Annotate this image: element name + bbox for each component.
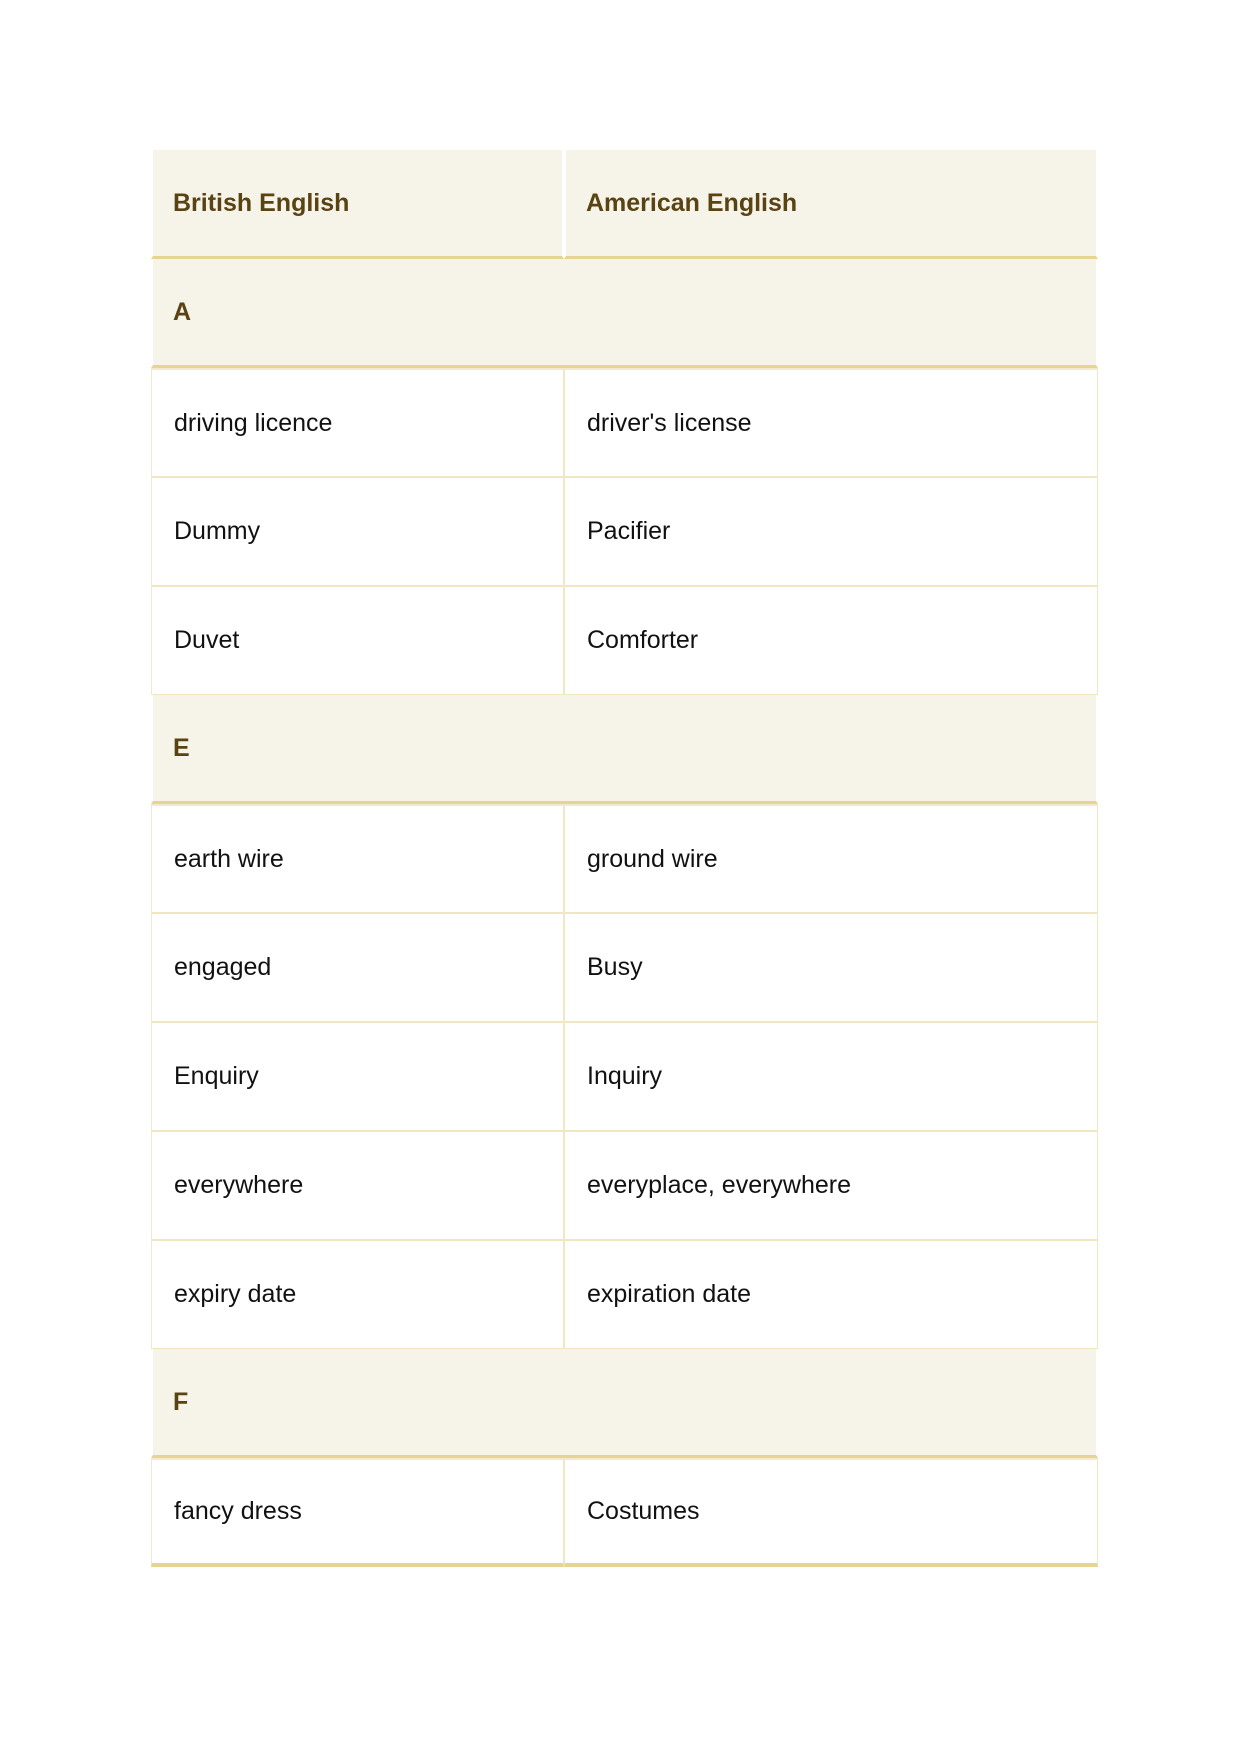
table-row — [151, 586, 1098, 695]
section-letter: A — [151, 259, 1098, 368]
table-header-row — [151, 150, 1098, 259]
american-term: Comforter — [564, 586, 1098, 695]
vocabulary-table — [151, 150, 1098, 1567]
british-term: Dummy — [151, 477, 564, 586]
american-term: Inquiry — [564, 1022, 1098, 1131]
table-row — [151, 1131, 1098, 1240]
american-term: Pacifier — [564, 477, 1098, 586]
section-row-e — [151, 695, 1098, 804]
british-term: driving licence — [151, 368, 564, 477]
section-letter: F — [151, 1349, 1098, 1458]
table-row — [151, 477, 1098, 586]
british-term: Enquiry — [151, 1022, 564, 1131]
british-term: engaged — [151, 913, 564, 1022]
table-row — [151, 913, 1098, 1022]
table-row — [151, 1458, 1098, 1567]
american-term: ground wire — [564, 804, 1098, 913]
header-american-english: American English — [564, 150, 1098, 259]
british-term: fancy dress — [151, 1458, 564, 1567]
header-british-english: British English — [151, 150, 564, 259]
british-term: Duvet — [151, 586, 564, 695]
british-term: expiry date — [151, 1240, 564, 1349]
british-term: earth wire — [151, 804, 564, 913]
section-row-a — [151, 259, 1098, 368]
section-row-f — [151, 1349, 1098, 1458]
table-row — [151, 1240, 1098, 1349]
table-row — [151, 804, 1098, 913]
section-letter: E — [151, 695, 1098, 804]
table-row — [151, 1022, 1098, 1131]
american-term: Busy — [564, 913, 1098, 1022]
table-row — [151, 368, 1098, 477]
american-term: everyplace, everywhere — [564, 1131, 1098, 1240]
american-term: Costumes — [564, 1458, 1098, 1567]
american-term: driver's license — [564, 368, 1098, 477]
british-term: everywhere — [151, 1131, 564, 1240]
american-term: expiration date — [564, 1240, 1098, 1349]
